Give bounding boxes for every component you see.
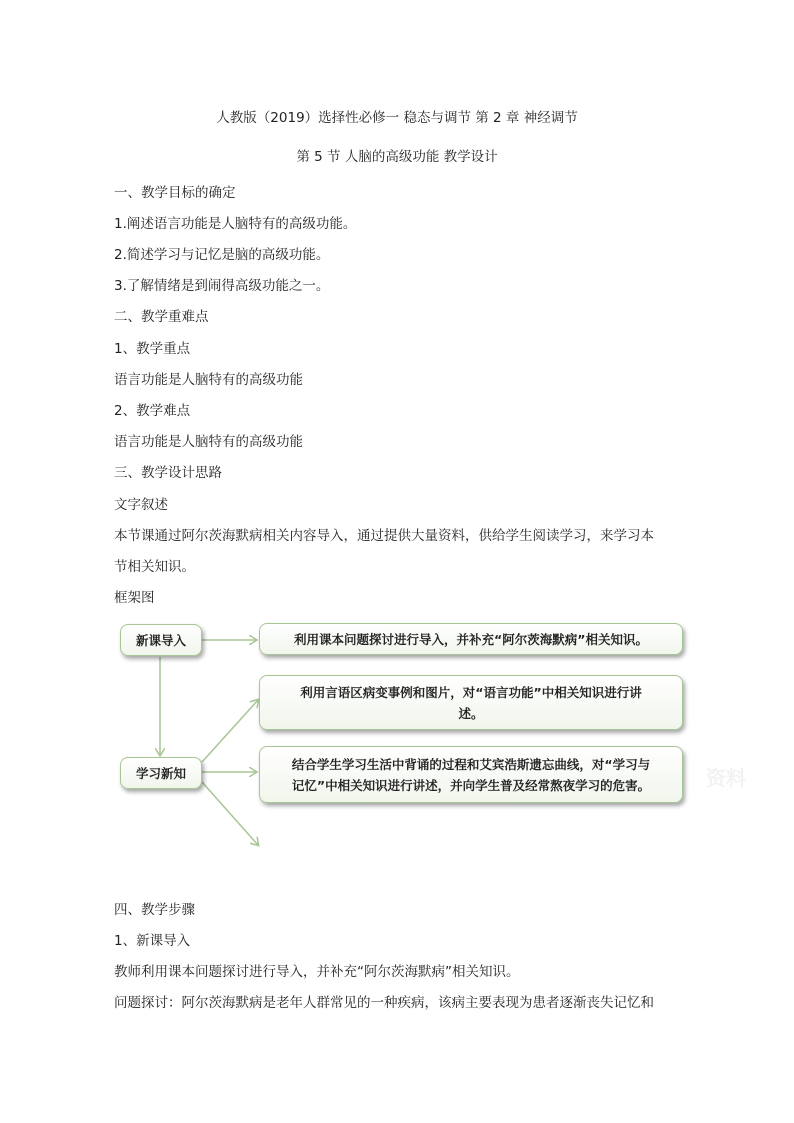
node-learn-new-knowledge-label: 学习新知 bbox=[135, 765, 186, 781]
node-intro-description-label: 利用课本问题探讨进行导入，并补充“阿尔茨海默病”相关知识。 bbox=[294, 631, 648, 647]
step1-text: 教师利用课本问题探讨进行导入，并补充“阿尔茨海默病”相关知识。 bbox=[114, 964, 520, 980]
node-learning-memory bbox=[259, 746, 683, 803]
section-heading-key-points: 二、教学重难点 bbox=[114, 309, 209, 325]
objective-item-2: 2.简述学习与记忆是脑的高级功能。 bbox=[114, 247, 330, 263]
design-paragraph-line1: 本节课通过阿尔茨海默病相关内容导入，通过提供大量资料，供给学生阅读学习，来学习本 bbox=[114, 528, 654, 544]
node-memory-line1: 结合学生学习生活中背诵的过程和艾宾浩斯遗忘曲线，对“学习与 bbox=[291, 756, 651, 772]
document-title: 人教版（2019）选择性必修一 稳态与调节 第 2 章 神经调节 bbox=[216, 110, 578, 126]
key-point-heading: 1、教学重点 bbox=[114, 341, 191, 357]
node-learn-new-knowledge bbox=[120, 757, 202, 789]
arrow-new-to-emotion bbox=[202, 782, 258, 845]
node-language-line2: 述。 bbox=[458, 705, 484, 721]
objective-item-3: 3.了解情绪是到闹得高级功能之一。 bbox=[114, 278, 330, 294]
discussion-text: 问题探讨：阿尔茨海默病是老年人群常见的一种疾病，该病主要表现为患者逐渐丧失记忆和 bbox=[114, 995, 654, 1011]
difficult-point-heading: 2、教学难点 bbox=[114, 403, 191, 419]
section-heading-steps: 四、教学步骤 bbox=[114, 902, 195, 918]
node-new-lesson-intro bbox=[120, 624, 202, 656]
section-heading-design: 三、教学设计思路 bbox=[114, 465, 222, 481]
node-language-line1: 利用言语区病变事例和图片，对“语言功能”中相关知识进行讲 bbox=[300, 684, 642, 700]
design-paragraph-line2: 节相关知识。 bbox=[114, 559, 195, 575]
section-heading-objectives: 一、教学目标的确定 bbox=[114, 185, 236, 201]
key-point-text: 语言功能是人脑特有的高级功能 bbox=[114, 372, 303, 388]
text-description-heading: 文字叙述 bbox=[114, 497, 168, 513]
watermark-text: 资料 bbox=[706, 766, 746, 790]
step1-heading: 1、新课导入 bbox=[114, 933, 191, 949]
node-intro-description bbox=[259, 623, 683, 655]
node-new-lesson-intro-label: 新课导入 bbox=[135, 632, 186, 648]
document-subtitle: 第 5 节 人脑的高级功能 教学设计 bbox=[296, 149, 498, 165]
difficult-point-text: 语言功能是人脑特有的高级功能 bbox=[114, 434, 303, 450]
arrow-new-to-language bbox=[202, 700, 258, 762]
objective-item-1: 1.阐述语言功能是人脑特有的高级功能。 bbox=[114, 216, 357, 232]
node-memory-line2: 记忆”中相关知识进行讲述，并向学生普及经常熬夜学习的危害。 bbox=[291, 777, 651, 793]
framework-diagram-heading: 框架图 bbox=[114, 590, 155, 606]
node-language-function bbox=[259, 675, 683, 730]
